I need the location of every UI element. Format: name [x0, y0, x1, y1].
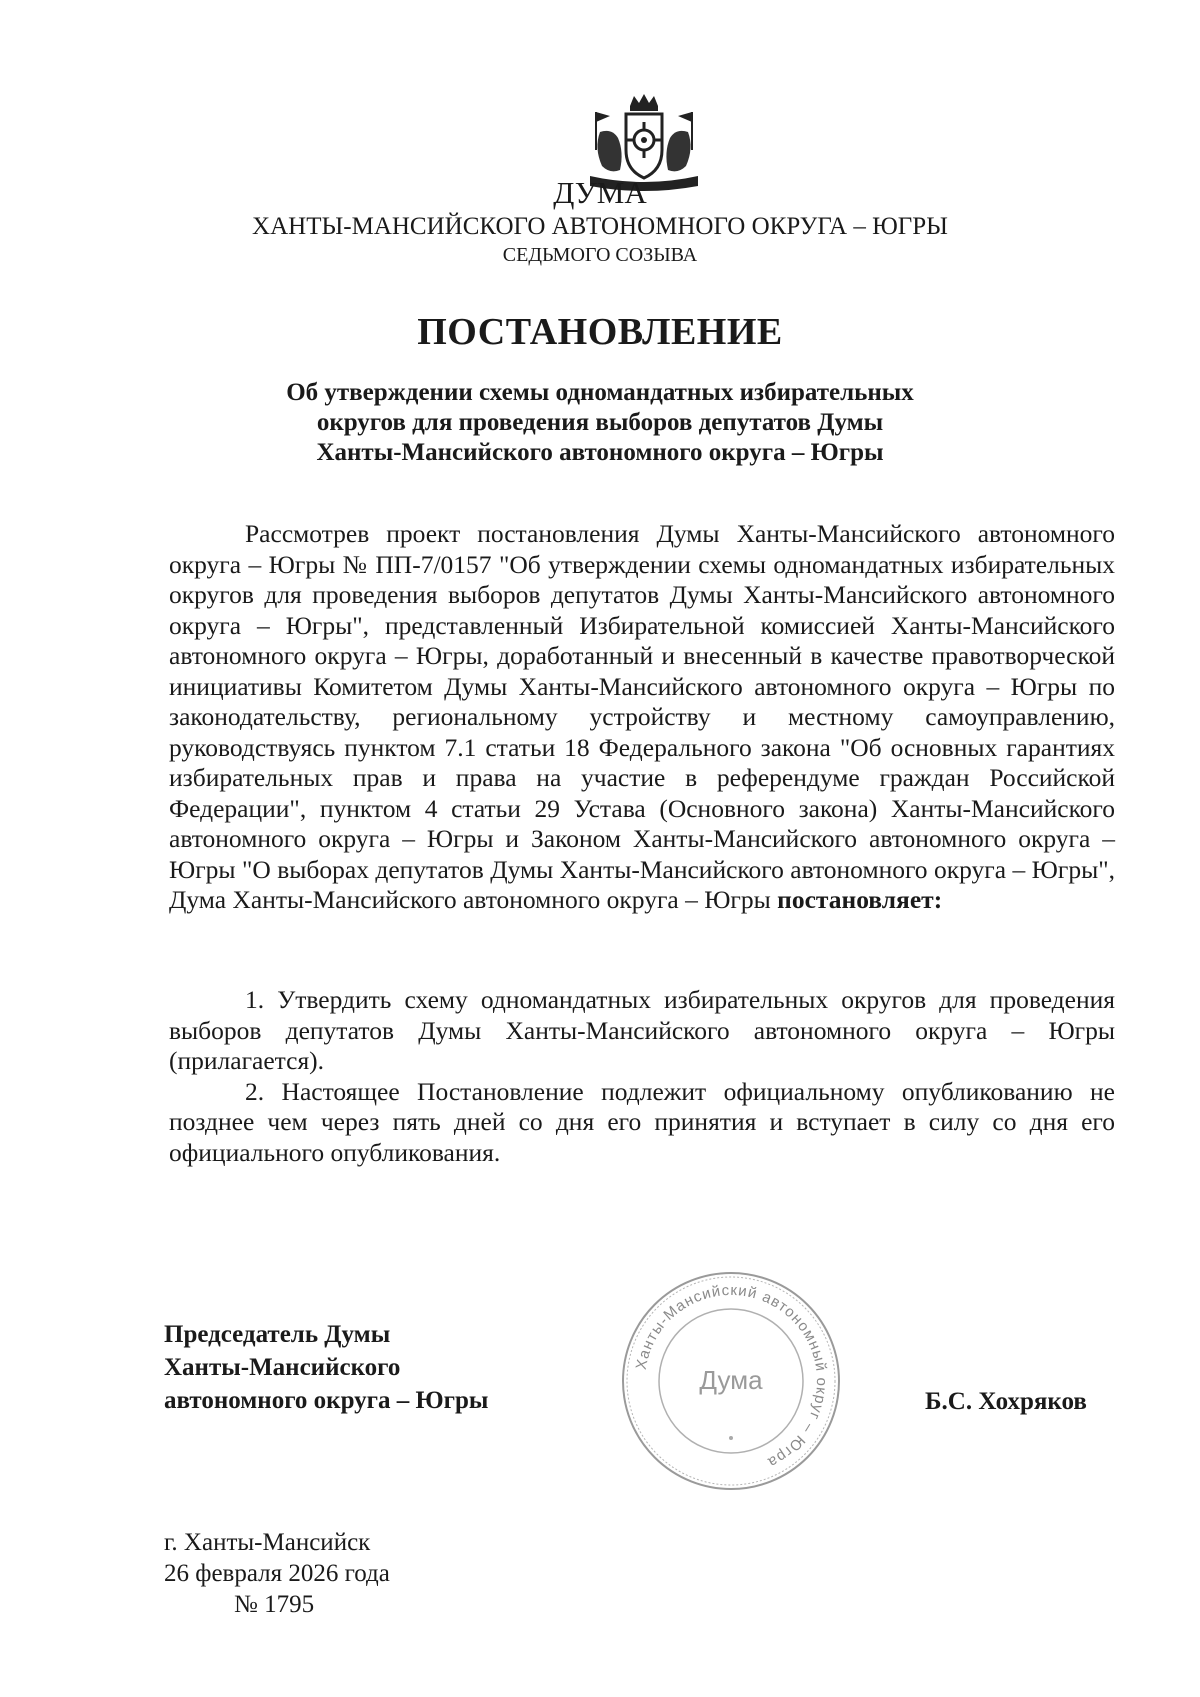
- document-number: № 1795: [234, 1591, 315, 1618]
- document-type: ПОСТАНОВЛЕНИЕ: [417, 311, 783, 353]
- org-region: ХАНТЫ-МАНСИЙСКОГО АВТОНОМНОГО ОКРУГА – ЮГРЫ: [252, 213, 948, 240]
- convocation: СЕДЬМОГО СОЗЫВА: [502, 244, 698, 266]
- subject-line: округов для проведения выборов депутатов Думы: [316, 409, 884, 436]
- resolves-word: постановляет:: [777, 885, 943, 914]
- document-subject: [200, 378, 1000, 468]
- seal-ring-text: Ханты-Мансийский автономный округ – Югра: [632, 1281, 831, 1472]
- preamble-paragraph: [169, 519, 1115, 916]
- signatory-title-line: Председатель Думы: [164, 1321, 391, 1348]
- official-seal: [618, 1268, 844, 1494]
- resolution-item: 2. Настоящее Постановление подлежит официальному опубликованию не позднее чем через пять дней со дня его принятия и вступает в силу со дня его официального опубликования.: [169, 1076, 1115, 1167]
- signatory-name: Б.С. Хохряков: [925, 1388, 1087, 1415]
- signatory-title-line: автономного округа – Югры: [164, 1387, 489, 1414]
- place-of-issue: г. Ханты-Мансийск: [164, 1529, 371, 1556]
- seal-center-text: Дума: [699, 1365, 763, 1395]
- signatory-title-line: Ханты-Мансийского: [164, 1354, 401, 1381]
- subject-line: Ханты-Мансийского автономного округа – Югры: [316, 439, 884, 466]
- org-name: ДУМА: [553, 175, 647, 210]
- signatory-title: [164, 1318, 488, 1417]
- resolution-items: [169, 985, 1115, 1168]
- document-footer: [164, 1527, 390, 1620]
- preamble-text: Рассмотрев проект постановления Думы Ханты-Мансийского автономного округа – Югры № ПП-7/0157 "Об утверждении схемы одномандатных избирательных округов для проведения выборов депутатов Думы Ханты-Мансийского автономного округа – Югры", представленный Избирательной комиссией Ханты-Мансийского автономного округа – Югры, доработанный и внесенный в качестве правотворческой инициативы Комитетом Думы Ханты-Мансийского автономного округа – Югры по законодательству, региональному устройству и местному самоуправлению, руководствуясь пунктом 7.1 статьи 18 Федерального закона "Об основных гарантиях избирательных прав и права на участие в референдуме граждан Российской Федерации", пунктом 4 статьи 29 Устава (Основного закона) Ханты-Мансийского автономного округа – Югры и Законом Ханты-Мансийского автономного округа – Югры "О выборах депутатов Думы Ханты-Мансийского автономного округа – Югры", Дума Ханты-Мансийского автономного округа – Югры: [169, 519, 1115, 914]
- resolution-item: 1. Утвердить схему одномандатных избирательных округов для проведения выборов депутатов Думы Ханты-Мансийского автономного округа – Югры (прилагается).: [169, 985, 1115, 1075]
- date-of-issue: 26 февраля 2026 года: [164, 1560, 390, 1587]
- subject-line: Об утверждении схемы одномандатных избирательных: [286, 379, 914, 406]
